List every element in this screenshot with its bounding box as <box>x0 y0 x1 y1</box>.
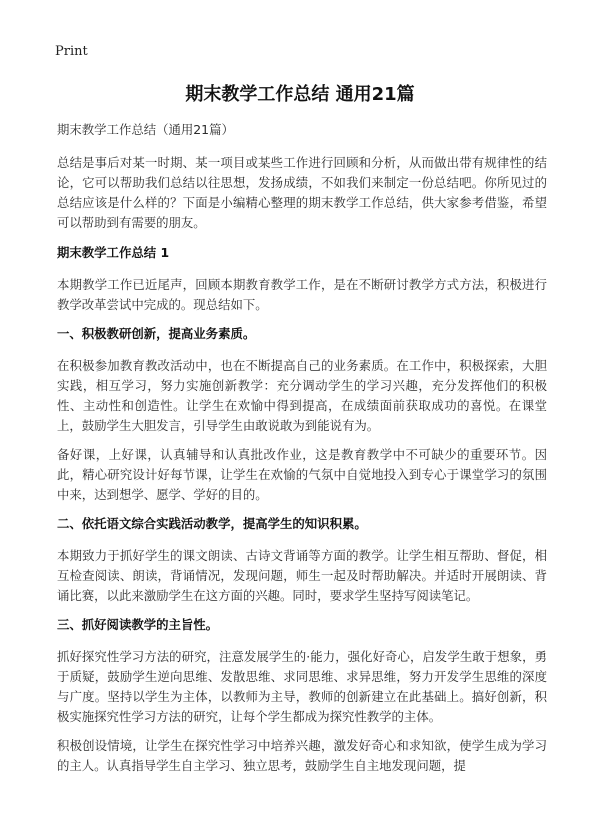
intro-paragraph: 总结是事后对某一时期、某一项目或某些工作进行回顾和分析，从而做出带有规律性的结论，它可以帮助我们总结以往思想，发扬成绩，不如我们来制定一份总结吧。你所见过的总结应该是什么样的？下面是小编精心整理的期末教学工作总结，供大家参考借鉴，希望可以帮助到有需要的朋友。 <box>57 155 547 230</box>
section-paragraph: 积极创设情境，让学生在探究性学习中培养兴趣，激发好奇心和求知欲，使学生成为学习的主人。认真指导学生自主学习、独立思考，鼓励学生自主地发现问题，提 <box>57 738 547 773</box>
print-label: Print <box>55 44 88 59</box>
section-paragraph: 本期致力于抓好学生的课文朗读、古诗文背诵等方面的教学。让学生相互帮助、督促，相互检查阅读、朗读，背诵情况，发现问题，师生一起及时帮助解决。并适时开展朗读、背诵比赛，以此来激励学生在这方面的兴趣。同时，要求学生坚持写阅读笔记。 <box>57 548 547 603</box>
section-paragraph: 抓好探究性学习方法的研究，注意发展学生的·能力，强化好奇心，启发学生敢于想象，勇于质疑，鼓励学生逆向思维、发散思维、求同思维、求异思维，努力开发学生思维的深度与广度。坚持以学生为主体，以教师为主导，教师的创新建立在此基础上。搞好创新，积极实施探究性学习方法的研究，让每个学生都成为探究性教学的主体。 <box>57 649 547 724</box>
document-subtitle: 期末教学工作总结（通用21篇） <box>57 122 234 137</box>
document-body <box>57 120 547 785</box>
article-heading: 期末教学工作总结 1 <box>57 245 170 260</box>
section-heading: 一、积极教研创新，提高业务素质。 <box>57 326 256 341</box>
section-paragraph: 在积极参加教育教改活动中，也在不断提高自己的业务素质。在工作中，积极探索，大胆实践，相互学习，努力实施创新教学：充分调动学生的学习兴趣，充分发挥他们的积极性、主动性和创造性。让学生在欢愉中得到提高，在成绩面前获取成功的喜悦。在课堂上，鼓励学生大胆发言，引导学生由敢说敢为到能说有为。 <box>57 358 547 433</box>
article-intro-paragraph: 本期教学工作已近尾声，回顾本期教育教学工作，是在不断研讨教学方式方法，积极进行教学改革尝试中完成的。现总结如下。 <box>57 277 547 312</box>
document-title: 期末教学工作总结 通用21篇 <box>185 84 415 105</box>
section-heading: 二、依托语文综合实践活动教学，提高学生的知识积累。 <box>57 516 367 531</box>
section-heading: 三、抓好阅读教学的主旨性。 <box>57 617 219 632</box>
section-paragraph: 备好课，上好课，认真辅导和认真批改作业，这是教育教学中不可缺少的重要环节。因此，精心研究设计好每节课，让学生在欢愉的气氛中自觉地投入到专心于课堂学习的氛围中来，达到想学、愿学、学好的目的。 <box>57 447 547 502</box>
